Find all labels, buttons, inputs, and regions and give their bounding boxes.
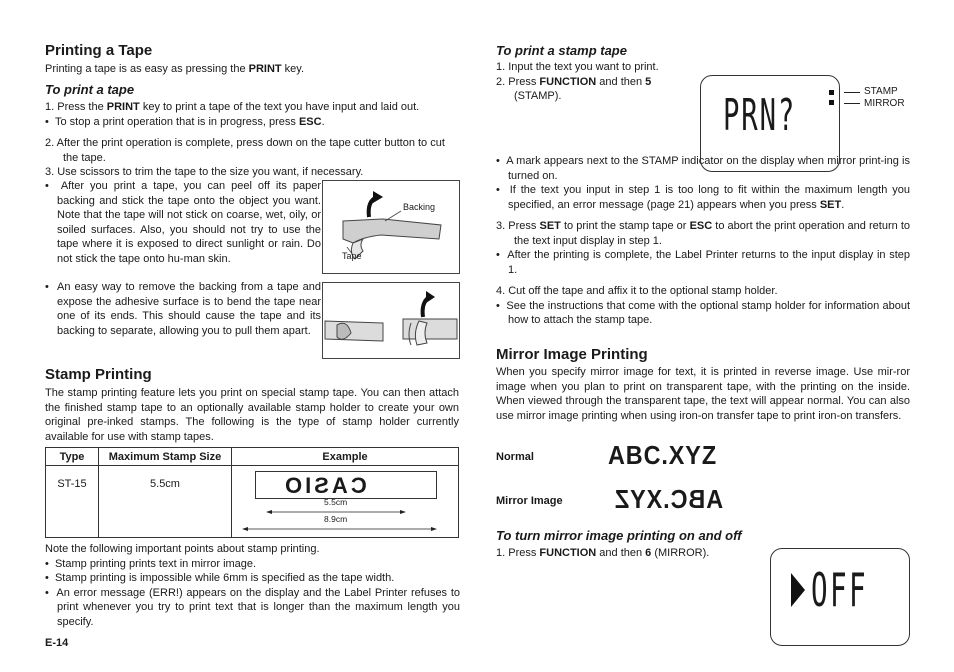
stamp-intro: The stamp printing feature lets you print on special stamp tape. You can then attach the finished stamp tape to an optionally available stamp holder to create your own original pre-inked stamps. The following is the type of stamp holder currently available for use with stamp tapes.	[45, 387, 459, 443]
stamp-step-2: 2. Press FUNCTION and then 5 (STAMP).	[496, 75, 652, 102]
stamp-notes	[45, 542, 460, 629]
stamp-step-1: 1. Input the text you want to print.	[496, 61, 659, 73]
cell-type: ST-15	[46, 466, 99, 538]
toggle-mirror-heading: To turn mirror image printing on and off	[496, 528, 742, 543]
stamp-bullet-complete: • After the printing is complete, the Label Printer returns to the input display in step 1.	[496, 249, 910, 276]
cell-max: 5.5cm	[99, 466, 232, 538]
easy-removal-bullet: • An easy way to remove the backing from a tape and expose the adhesive surface is to bend the tape near one of its ends. This should cause the tape and its backing to separate, allowing you to pull them apart.	[45, 281, 321, 337]
dimension-8-9cm	[242, 514, 437, 533]
mirror-pointer-line	[844, 103, 860, 104]
stamp-indicator-mark	[829, 90, 834, 95]
mirror-indicator-mark	[829, 100, 834, 105]
stamp-printing-heading: Stamp Printing	[45, 366, 152, 383]
table-row	[46, 466, 459, 538]
step-3: 3. Use scissors to trim the tape to the size you want, if necessary.	[45, 166, 364, 178]
mirror-sample-wrap	[608, 484, 724, 515]
stamp-indicator-label: STAMP	[864, 86, 898, 97]
stamp-bullet-holder: • See the instructions that come with the optional stamp holder for information about how to attach the stamp tape.	[496, 299, 910, 326]
printing-intro: Printing a tape is as easy as pressing the PRINT key.	[45, 63, 305, 75]
step-1-bullet: • To stop a print operation that is in progress, press ESC.	[45, 115, 325, 128]
note-mirror: • Stamp printing prints text in mirror image.	[45, 557, 257, 570]
normal-label: Normal	[496, 451, 534, 463]
mirror-image-printing-heading: Mirror Image Printing	[496, 346, 648, 363]
mirror-intro: When you specify mirror image for text, it is printed in reverse image. Use mir-ror image when you plan to print on transparent tape, with the printing on the inside. When viewed through the transparent tape, the text will appear normal. You can also use mirror image printing when using iron-on transfer tape to print iron-on transfers.	[496, 366, 910, 422]
print-steps	[45, 100, 460, 180]
notes-intro: Note the following important points about stamp printing.	[45, 543, 320, 555]
cursor-arrow-icon	[791, 573, 805, 607]
tape-bend-drawing	[323, 283, 459, 358]
note-error: • An error message (ERR!) appears on the display and the Label Printer refuses to print whenever you try to print text that is longer than the maximum length you specify.	[45, 586, 460, 628]
table-header-row	[46, 448, 459, 466]
mirror-sample-text: ABC.XYZ	[614, 484, 724, 514]
mirror-indicator-label: MIRROR	[864, 98, 905, 109]
toggle-step-1: 1. Press FUNCTION and then 6 (MIRROR).	[496, 547, 710, 559]
backing-label: Backing	[403, 202, 436, 212]
step-2: 2. After the print operation is complete, press down on the tape cutter button to cut the tape.	[45, 137, 445, 164]
dim-5-5-label: 5.5cm	[324, 497, 348, 507]
stamp-bullet-mark: • A mark appears next to the STAMP indicator on the display when mirror print-ing is turned on.	[496, 155, 910, 182]
bend-tape-illustration	[322, 282, 460, 359]
normal-sample-text: ABC.XYZ	[608, 440, 718, 470]
stamp-steps	[496, 60, 691, 104]
lcd-prn-text: PRN?	[723, 90, 797, 141]
mirrored-casio-text: CASIO	[282, 473, 367, 498]
stamp-bullets	[496, 154, 910, 328]
lcd-display-off	[770, 548, 910, 646]
lcd-off-text: OFF	[811, 563, 869, 617]
stamp-example-box	[255, 471, 437, 499]
peel-backing-bullet: • After you print a tape, you can peel off its paper backing and stick the tape onto the object you want. Note that the tape will not stick on coarse, wet, oily, or soiled surfaces. Also, you should not try to use the tape where it is exposed to direct sunlight or rain. Do not stick the tape onto hu-man skin.	[45, 180, 321, 265]
cell-example	[232, 466, 459, 538]
note-6mm: • Stamp printing is impossible while 6mm is specified as the tape width.	[45, 572, 395, 584]
mirror-image-label: Mirror Image	[496, 495, 563, 507]
step-1: 1. Press the PRINT key to print a tape of the text you have input and laid out.	[45, 101, 420, 113]
col-max-size: Maximum Stamp Size	[99, 448, 232, 466]
page-number: E-14	[45, 637, 69, 649]
tape-label: Tape	[342, 251, 362, 261]
col-type: Type	[46, 448, 99, 466]
dim-8-9-label: 8.9cm	[324, 514, 348, 524]
stamp-pointer-line	[844, 92, 860, 93]
col-example: Example	[232, 448, 459, 466]
to-print-stamp-tape-heading: To print a stamp tape	[496, 43, 627, 58]
dim-arrow	[242, 527, 437, 539]
stamp-step-3: 3. Press SET to print the stamp tape or ESC to abort the print operation and return to the text input display in step 1.	[496, 220, 910, 247]
backing-illustration	[322, 180, 460, 274]
printing-a-tape-heading: Printing a Tape	[45, 42, 153, 59]
stamp-step-4: 4. Cut off the tape and affix it to the optional stamp holder.	[496, 285, 778, 297]
stamp-bullet-too-long: • If the text you input in step 1 is too long to fit within the maximum length you specified, an error message (page 21) appears when you press SET.	[496, 184, 910, 211]
to-print-a-tape-heading: To print a tape	[45, 82, 135, 97]
stamp-holder-table	[45, 447, 459, 538]
